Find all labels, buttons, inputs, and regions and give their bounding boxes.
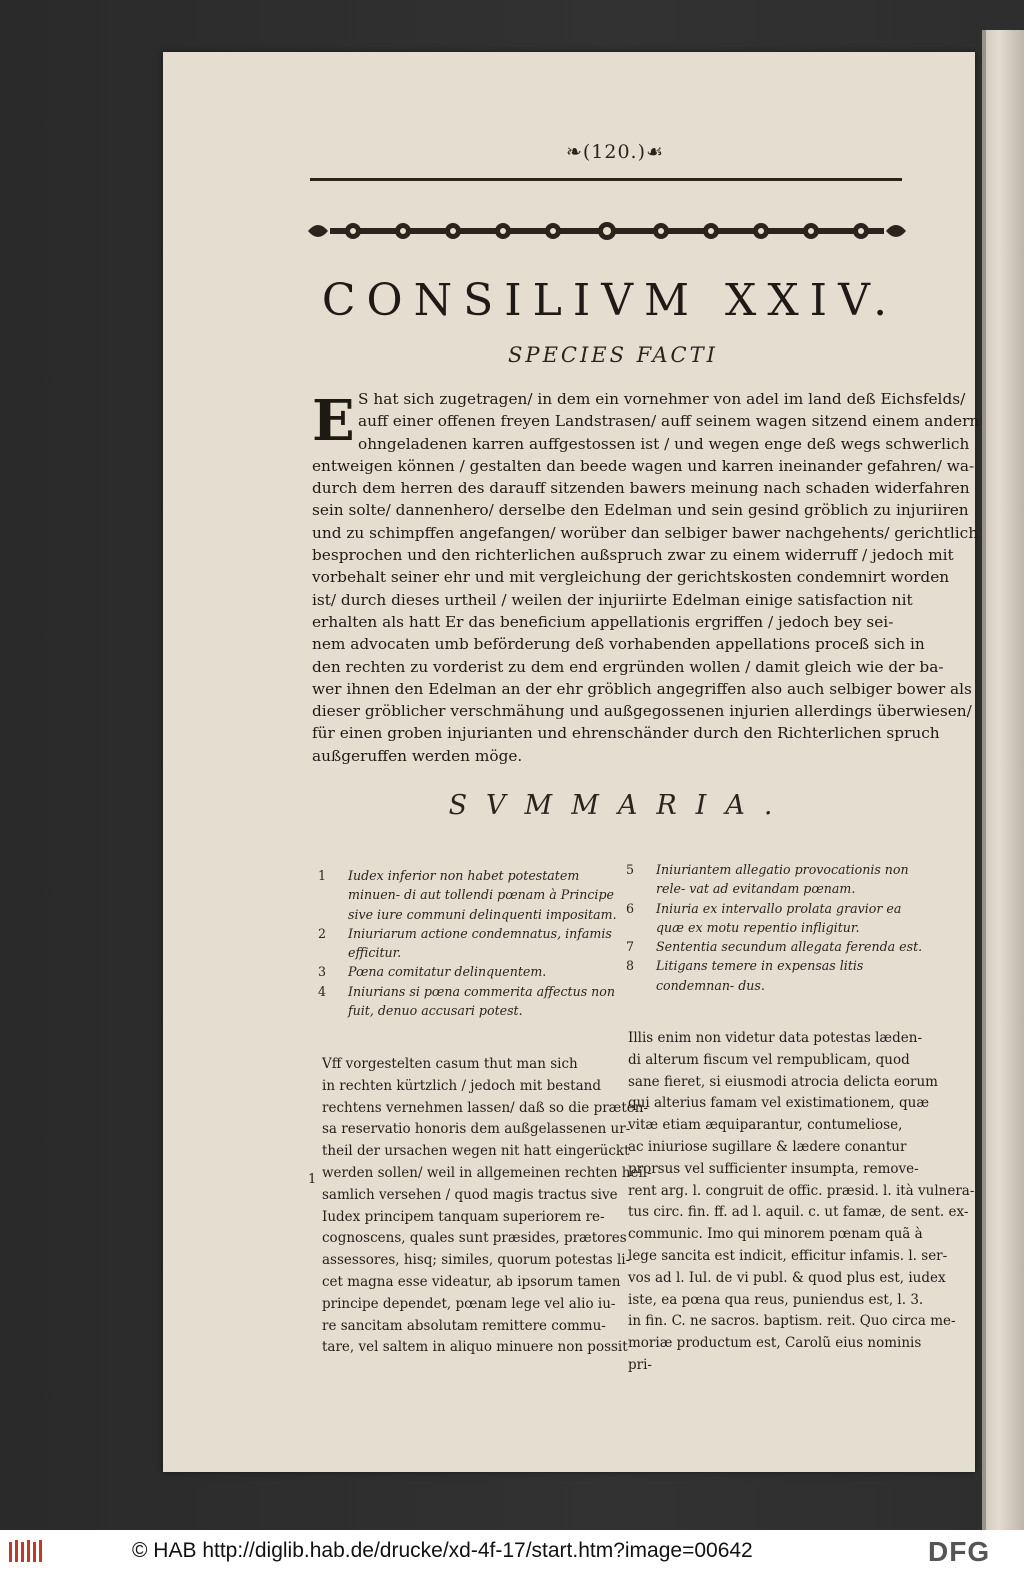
summaria-item — [626, 899, 926, 938]
summaria-item — [318, 962, 618, 981]
text-line: tare, vel saltem in aliquo minuere non possit — [322, 1339, 628, 1356]
summaria-number: 2 — [318, 925, 327, 941]
text-line: vos ad l. Iul. de vi publ. & quod plus est, iudex — [628, 1269, 946, 1286]
text-line: erhalten als hatt Er das beneficium appellationis ergriffen / jedoch bey sei- — [312, 612, 894, 631]
copyright-url[interactable]: © HAB http://diglib.hab.de/drucke/xd-4f-17/start.htm?image=00642 — [132, 1539, 753, 1562]
page-number — [555, 141, 675, 163]
text-line: iste, ea pœna qua reus, puniendus est, l. 3. — [628, 1291, 924, 1308]
drop-cap: E — [312, 388, 355, 454]
summaria-text: Pœna comitatur delinquentem. — [348, 964, 547, 980]
text-line: in rechten kürtzlich / jedoch mit bestand — [322, 1077, 601, 1094]
summaria-item — [626, 937, 926, 956]
summaria-number: 8 — [626, 958, 635, 974]
text-line: di alterum fiscum vel rempublicam, quod — [628, 1051, 910, 1068]
text-line: pri- — [628, 1356, 652, 1373]
text-line: sein solte/ dannenhero/ derselbe den Edelman und sein gesind gröblich zu injuriiren — [312, 501, 969, 520]
text-line: rechtens vernehmen lassen/ daß so die præten- — [322, 1099, 649, 1116]
text-line: theil der ursachen wegen nit hatt eingerückt — [322, 1143, 630, 1160]
summaria-text: Iniurians si pœna commerita affectus non fuit, denuo accusari potest. — [348, 983, 615, 1019]
text-line: lege sancita est indicit, efficitur infamis. l. ser- — [628, 1247, 948, 1264]
section-subtitle: SPECIES FACTI — [508, 343, 718, 367]
text-line: ohngeladenen karren auffgestossen ist / und wegen enge deß wegs schwerlich — [358, 434, 970, 453]
text-column-left — [322, 1054, 652, 1359]
margin-number: 1 — [308, 1172, 317, 1187]
summaria-number: 6 — [626, 900, 635, 916]
summaria-text: Iudex inferior non habet potestatem minuen- di aut tollendi pœnam à Principe sive iure communi delinquenti impositam. — [348, 868, 617, 922]
footer-bar — [0, 1530, 1024, 1572]
text-line: ist/ durch dieses urtheil / weilen der injuriirte Edelman einige satisfaction nit — [312, 590, 913, 609]
text-line: S hat sich zugetragen/ in dem ein vornehmer von adel im land deß Eichsfelds/ — [358, 390, 966, 408]
text-line: werden sollen/ weil in allgemeinen rechten heil- — [322, 1164, 652, 1181]
page-number-text: (120.) — [582, 141, 646, 163]
text-column-right — [628, 1028, 975, 1377]
text-line: sa reservatio honoris dem außgelassenen ur- — [322, 1121, 631, 1138]
text-line: entweigen können / gestalten dan beede wagen und karren ineinander gefahren/ wa- — [312, 456, 975, 475]
summaria-item — [318, 866, 618, 924]
text-line: cet magna esse videatur, ab ipsorum tamen — [322, 1273, 621, 1290]
header-rule — [310, 178, 902, 181]
summaria-item — [318, 924, 618, 963]
summaria-text: Iniuria ex intervallo prolata gravior ea quæ ex motu repentio infligitur. — [656, 900, 902, 935]
summaria-number: 5 — [626, 862, 635, 877]
summaria-text: Sententia secundum allegata ferenda est. — [656, 939, 923, 955]
text-line: qui alterius famam vel existimationem, quæ — [628, 1095, 930, 1112]
summaria-number: 4 — [318, 983, 327, 999]
summaria-list-right — [626, 860, 926, 995]
text-line: wer ihnen den Edelman an der ehr gröblich angegriffen also auch selbiger bower als — [312, 679, 972, 698]
text-line: in fin. C. ne sacros. baptism. reit. Quo circa me- — [628, 1313, 956, 1330]
text-line: nem advocaten umb beförderung deß vorhabenden appellations proceß sich in — [312, 635, 925, 654]
text-line: sane fieret, si eiusmodi atrocia delicta eorum — [628, 1073, 938, 1090]
summaria-item — [626, 956, 926, 995]
summaria-text: Iniuriarum actione condemnatus, infamis efficitur. — [348, 925, 612, 961]
adjacent-page-edge — [982, 30, 1024, 1530]
page-title: CONSILIVM XXIV. — [321, 275, 899, 326]
text-line: Illis enim non videtur data potestas læden- — [628, 1030, 923, 1046]
text-line: besprochen und den richterlichen außspruch zwar zu einem widerruff / jedoch mit — [312, 546, 954, 565]
summaria-text: Litigans temere in expensas litis condemnan- dus. — [656, 958, 864, 993]
text-line: assessores, hisq; similes, quorum potestas li- — [322, 1252, 631, 1269]
hab-logo-icon — [8, 1538, 46, 1564]
summaria-item — [318, 982, 618, 1021]
summaria-item — [626, 860, 926, 899]
text-line: rent arg. l. congruit de offic. præsid. l. ità vulnera- — [628, 1182, 975, 1199]
species-facti-text — [312, 388, 980, 767]
summaria-number: 7 — [626, 939, 635, 955]
summaria-text: Iniuriantem allegatio provocationis non rele- vat ad evitandam pœnam. — [656, 862, 909, 897]
text-line: außgeruffen werden möge. — [312, 746, 523, 765]
text-line: für einen groben injurianten und ehrenschänder durch den Richterlichen spruch — [312, 724, 940, 743]
text-line: auff einer offenen freyen Landstrasen/ auff seinem wagen sitzend einem andern — [358, 412, 980, 431]
text-line: vitæ etiam æquiparantur, contumeliose, — [628, 1117, 903, 1134]
text-line: communic. Imo qui minorem pœnam quã à — [628, 1226, 923, 1243]
text-line: samlich versehen / quod magis tractus sive — [322, 1186, 618, 1203]
dfg-logo: DFG — [928, 1536, 991, 1567]
text-line: re sancitam absolutam remittere commu- — [322, 1317, 606, 1334]
text-line: principe dependet, pœnam lege vel alio iu- — [322, 1295, 616, 1312]
text-line: und zu schimpffen angefangen/ worüber dan selbiger bawer nachgehents/ gerichtlich — [312, 523, 979, 542]
text-line: moriæ productum est, Carolũ eius nominis — [628, 1335, 922, 1352]
text-line: dieser gröblicher verschmähung und außgegossenen injurien allerdings überwiesen/ — [312, 702, 972, 721]
summaria-number: 1 — [318, 868, 327, 883]
text-line: Vff vorgestelten casum thut man sich — [322, 1056, 578, 1072]
text-line: prorsus vel sufficienter insumpta, remove- — [628, 1160, 919, 1177]
text-line: tus circ. fin. ff. ad l. aquil. c. ut famæ, de sent. ex- — [628, 1204, 969, 1221]
text-line: vorbehalt seiner ehr und mit vergleichung der gerichtskosten condemnirt worden — [312, 568, 950, 587]
text-line: ac iniuriose sugillare & lædere conantur — [628, 1138, 907, 1155]
summaria-number: 3 — [318, 964, 327, 980]
text-line: den rechten zu vorderist zu dem end ergründen wollen / damit gleich wie der ba- — [312, 657, 944, 676]
summaria-list-left — [318, 866, 618, 1020]
fleuron-right-icon: ☙ — [646, 141, 665, 163]
text-line: cognoscens, quales sunt præsides, prætores — [322, 1230, 627, 1247]
fleuron-left-icon: ❧ — [565, 141, 583, 163]
summaria-heading: SVMMARIA. — [448, 790, 792, 821]
text-line: durch dem herren des darauff sitzenden bawers meinung nach schaden widerfahren — [312, 479, 970, 498]
ornamental-border-icon — [308, 214, 906, 248]
text-line: Iudex principem tanquam superiorem re- — [322, 1208, 605, 1225]
